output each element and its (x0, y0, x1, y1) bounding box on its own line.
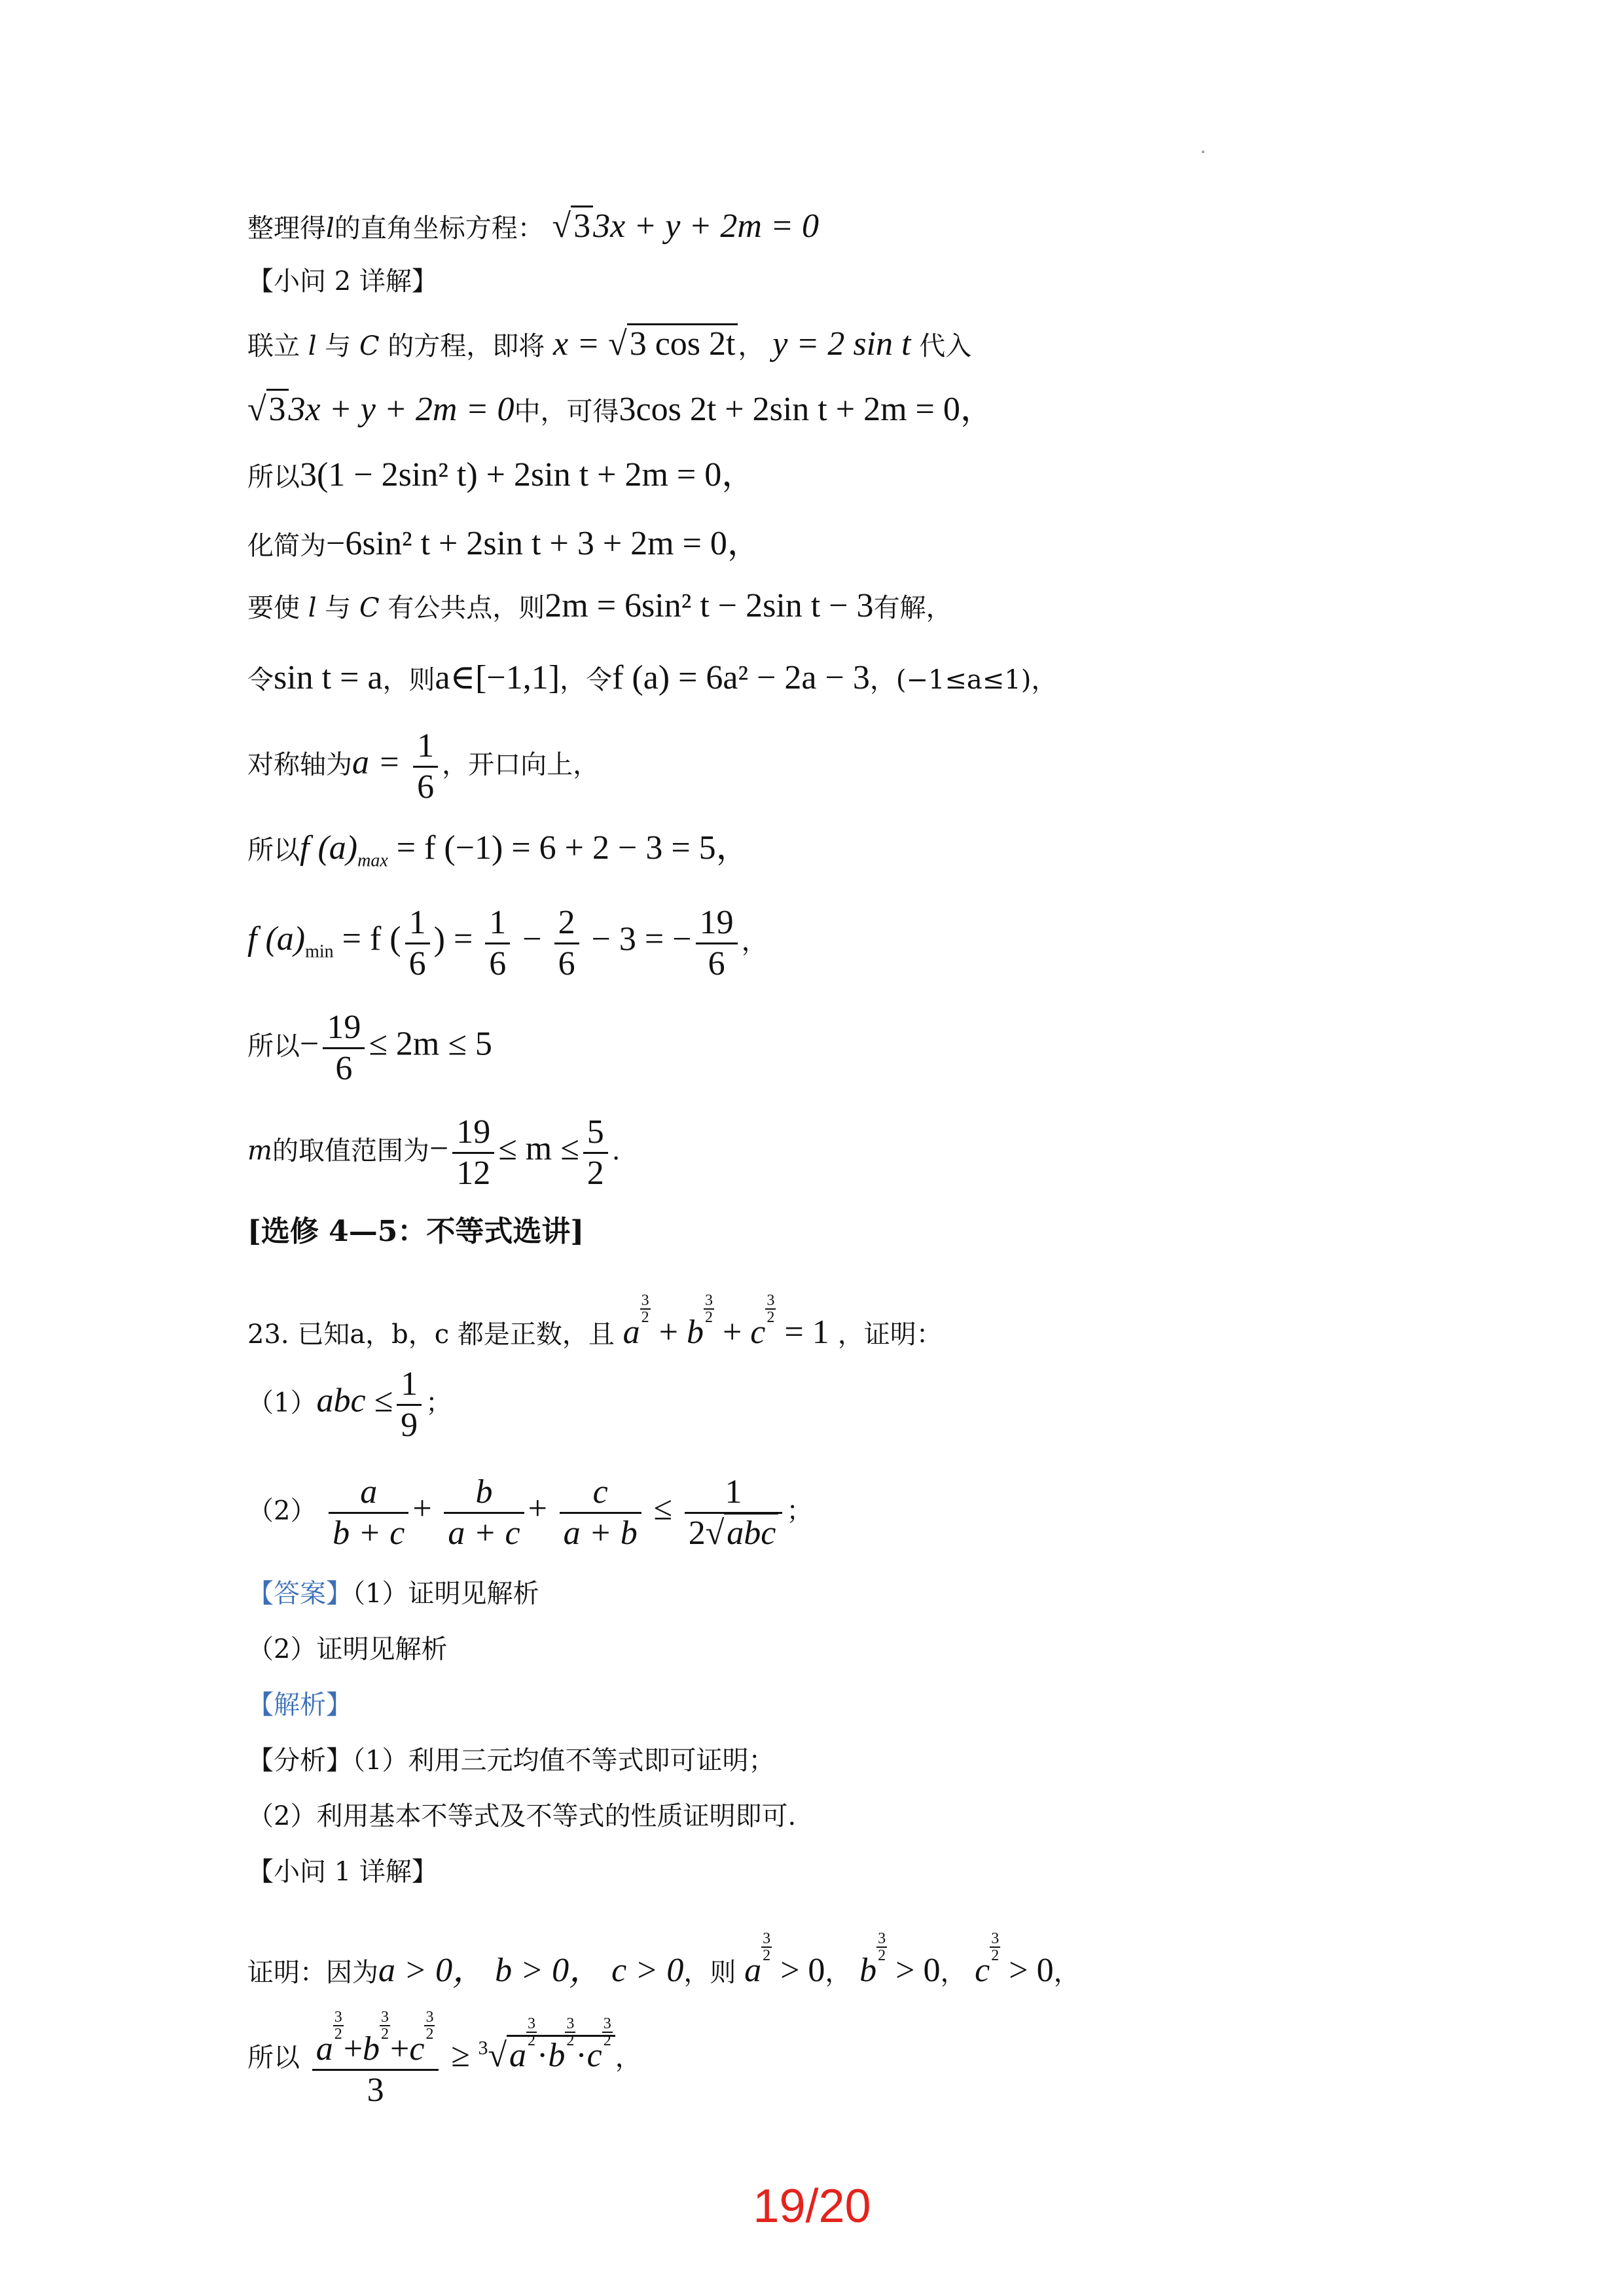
analysis-2: （2）利用基本不等式及不等式的性质证明即可. (247, 1801, 797, 1831)
answer-2: （2）证明见解析 (247, 1634, 448, 1664)
line-max: 所以f $(a)_{max} = f$ (−1) = 6 + 2 − 3 = 5， (247, 829, 750, 871)
line-so-1: 所以3(1 − 2sin² t) + 2sin t + 2m = 0， (247, 456, 756, 493)
line-axis: 对称轴为a = $\frac{1}{6}$ ，开口向上， (247, 727, 600, 806)
line-combine: 联立 l 与 C 的方程，即将 x = √3 cos 2t ， y = 2 sin t 代入 (247, 327, 971, 361)
page-number: 19/20 (753, 2180, 871, 2233)
line-equation-l: 整理得l的直角坐标方程： √33x + y + 2m = 0 (247, 209, 819, 243)
line-let: 令sin t = a，则a∈[−1,1]，令f (a) = 6a² − 2a − 3，(−1≤a≤1)， (247, 659, 1058, 696)
proof-start: 证明：因为a > 0， b > 0， c > 0，则 a $\frac{3}{2}$ > 0， b $\frac{3}{2}$ > 0， c $\frac{3}{2}$ > 0， (247, 1930, 1080, 1989)
line-substitute: √33x + y + 2m = 0中，可得3cos 2t + 2sin t + 2m = 0， (247, 393, 994, 427)
heading-q1-detail: 【小问 1 详解】 (247, 1857, 438, 1887)
line-simplify: 化简为−6sin² t + 2sin t + 3 + 2m = 0， (247, 525, 761, 562)
part-1: （1）abc ≤ $\frac{1}{9}$ ； (247, 1365, 452, 1444)
heading-q2-detail: 【小问 2 详解】 (247, 266, 438, 296)
answer-tag: 【答案】 (247, 1579, 352, 1609)
section-heading: [选修 4—5：不等式选讲] (247, 1215, 585, 1248)
line-range-2m: 所以− $\frac{19}{6}$ ≤ 2m ≤ 5 (247, 1009, 492, 1087)
sqrt: √3 (552, 209, 594, 243)
proof-amgm: 所以 a $\frac{3}{2}$ +b $\frac{3}{2}$ +c $\frac{3}{2}$ 3 ≥ $^3$√a $\frac{3}{2}$ ·b $\frac{3}{2}$ ·c $\frac{3}{2}$ ， (247, 2009, 641, 2109)
scan-dot (1202, 151, 1204, 153)
answer-1: 【答案】（1）证明见解析 (247, 1579, 539, 1609)
line-range-m: m的取值范围为− $\frac{19}{12}$ ≤ m ≤ $\frac{5}{2}$ . (247, 1113, 621, 1192)
part-2: （2） $\frac{a}{b + c}$ + $\frac{b}{a + c}$ + $\frac{c}{a + b}$ ≤ $\frac{1}{\text{2√abc}}$ ； (247, 1473, 813, 1552)
line-condition: 要使 l 与 C 有公共点，则2m = 6sin² t − 2sin t − 3有解， (247, 587, 952, 624)
question-23: 23. 已知a，b，c 都是正数，且 a $\frac{3}{2}$ + b $\frac{3}{2}$ + c $\frac{3}{2}$ = 1 ，证明： (247, 1292, 943, 1351)
analysis-1: 【分析】（1）利用三元均值不等式即可证明； (247, 1746, 775, 1776)
analysis-tag: 【解析】 (247, 1690, 352, 1720)
line-min: f $(a)_{min} = f$ ( $\frac{1}{6}$ ) = $\frac{1}{6}$ − $\frac{2}{6}$ − 3 = − $\frac{19}{6}$ ， (247, 904, 768, 982)
